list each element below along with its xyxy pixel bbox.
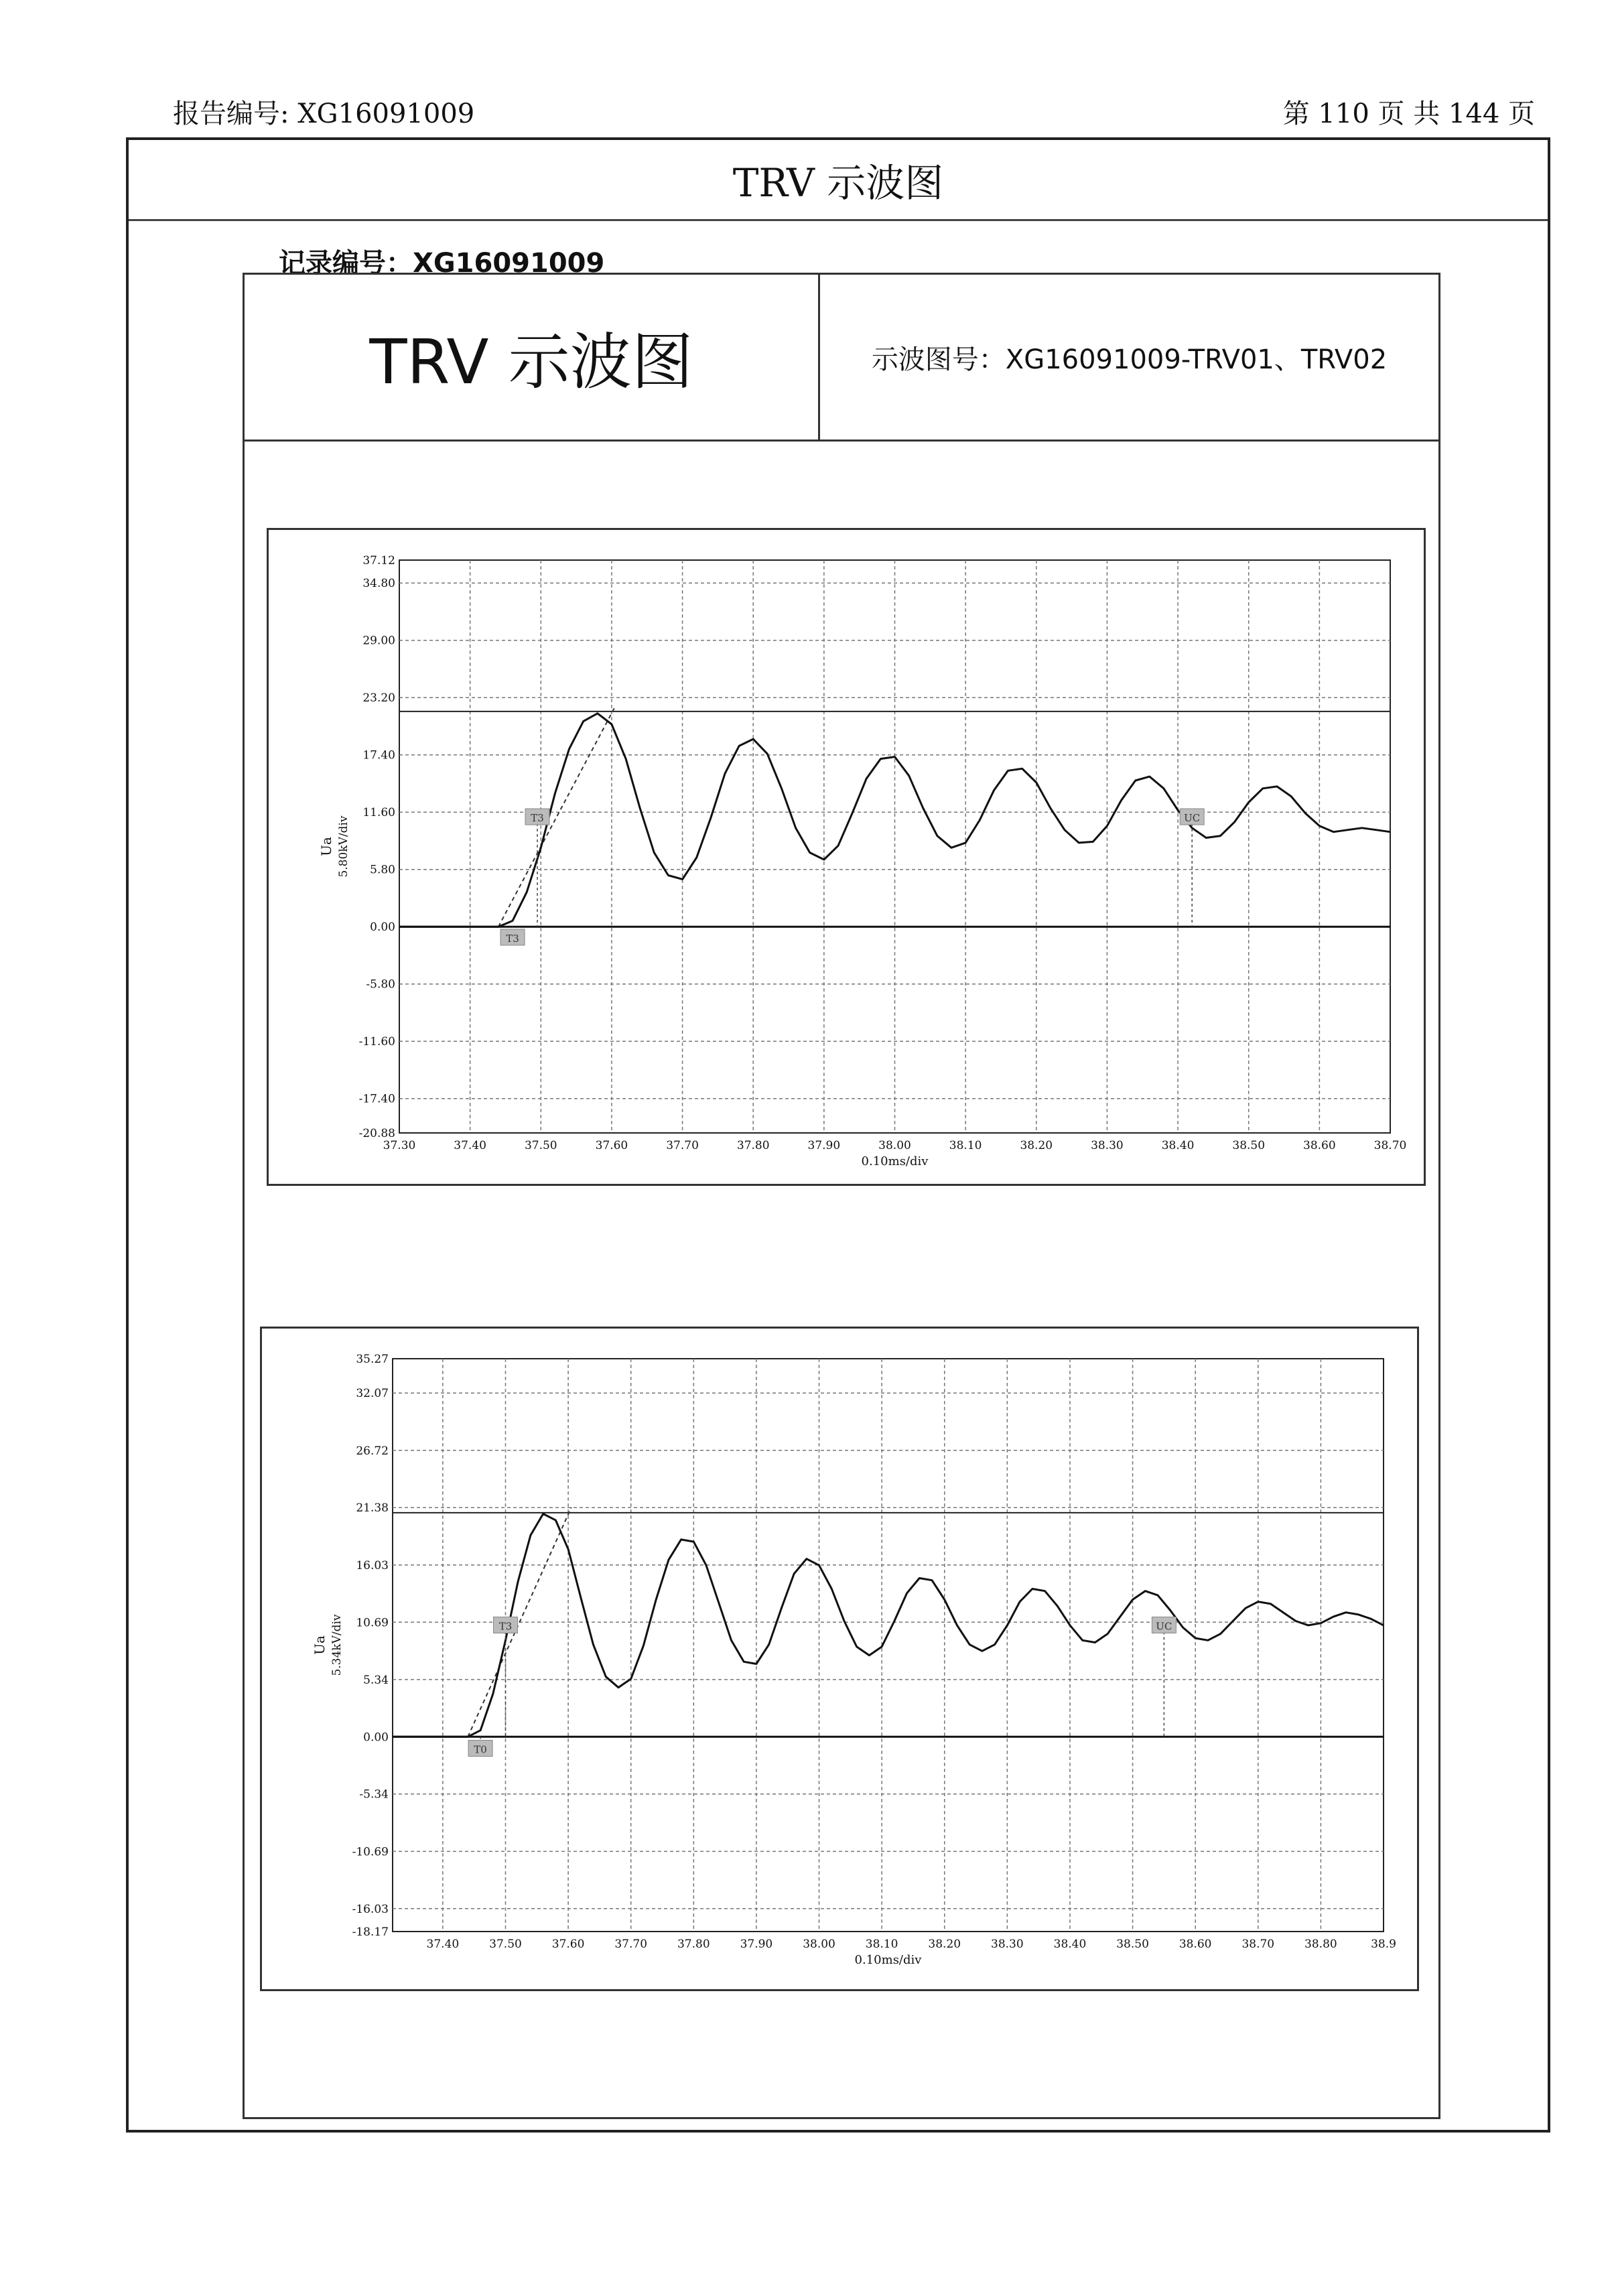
x-tick-label: 37.30 bbox=[383, 1139, 416, 1152]
x-tick-label: 37.40 bbox=[454, 1139, 486, 1152]
x-tick-label: 37.90 bbox=[807, 1139, 841, 1152]
x-tick-label: 38.40 bbox=[1053, 1938, 1087, 1951]
y-tick-label: 16.03 bbox=[356, 1558, 389, 1572]
marker-label: T3 bbox=[531, 812, 544, 825]
oscillogram-chart-1 bbox=[267, 528, 1426, 1186]
x-tick-label: 38.70 bbox=[1241, 1938, 1275, 1951]
y-axis-scale-label: 5.34kV/div bbox=[330, 1614, 344, 1676]
chart-2-svg bbox=[262, 1329, 1417, 1989]
y-tick-label: -17.40 bbox=[358, 1092, 395, 1106]
y-tick-label: 37.12 bbox=[362, 554, 395, 567]
y-tick-label: 23.20 bbox=[362, 691, 395, 705]
x-tick-label: 38.20 bbox=[1020, 1139, 1053, 1152]
y-tick-label: -18.17 bbox=[352, 1926, 389, 1939]
y-tick-label: -10.69 bbox=[352, 1845, 389, 1859]
y-tick-label: 35.27 bbox=[356, 1353, 389, 1366]
x-axis-label: 0.10ms/div bbox=[854, 1953, 922, 1967]
y-axis-scale-label: 5.80kV/div bbox=[337, 815, 350, 878]
y-tick-label: 34.80 bbox=[362, 577, 395, 591]
y-tick-label: 5.34 bbox=[363, 1673, 389, 1687]
x-tick-label: 37.70 bbox=[614, 1938, 648, 1951]
x-tick-label: 38.60 bbox=[1179, 1938, 1212, 1951]
x-tick-label: 38.30 bbox=[991, 1938, 1024, 1951]
x-tick-label: 37.80 bbox=[736, 1139, 770, 1152]
sheet-header bbox=[245, 275, 1438, 442]
waveform-line bbox=[393, 1514, 1384, 1737]
tangent-line bbox=[498, 706, 615, 927]
marker-label: UC bbox=[1156, 1620, 1172, 1633]
y-tick-label: 5.80 bbox=[370, 863, 395, 877]
x-tick-label: 37.60 bbox=[551, 1938, 585, 1951]
chart-1-svg bbox=[269, 530, 1424, 1184]
x-tick-label: 38.10 bbox=[949, 1139, 982, 1152]
y-tick-label: 17.40 bbox=[362, 748, 395, 762]
x-tick-label: 38.50 bbox=[1232, 1139, 1266, 1152]
x-tick-label: 37.90 bbox=[740, 1938, 773, 1951]
y-tick-label: -5.34 bbox=[359, 1787, 389, 1802]
record-number: 记录编号：XG16091009 bbox=[279, 248, 605, 279]
y-tick-label: 21.38 bbox=[356, 1501, 389, 1515]
x-tick-label: 38.9 bbox=[1371, 1938, 1396, 1951]
x-tick-label: 37.50 bbox=[489, 1938, 522, 1951]
y-tick-label: -11.60 bbox=[358, 1035, 395, 1049]
x-tick-label: 38.80 bbox=[1304, 1938, 1337, 1951]
y-tick-label: 0.00 bbox=[363, 1731, 389, 1745]
x-tick-label: 37.80 bbox=[677, 1938, 710, 1951]
report-number: 报告编号: XG16091009 bbox=[173, 98, 475, 129]
x-tick-label: 38.50 bbox=[1116, 1938, 1149, 1951]
plot-area bbox=[393, 1359, 1384, 1932]
y-axis-label: Ua bbox=[312, 1635, 328, 1655]
page-number: 第 110 页 共 144 页 bbox=[1282, 98, 1535, 129]
oscillogram-chart-2 bbox=[260, 1327, 1419, 1991]
y-tick-label: -16.03 bbox=[352, 1902, 389, 1916]
y-tick-label: -20.88 bbox=[358, 1127, 395, 1140]
x-tick-label: 38.40 bbox=[1161, 1139, 1195, 1152]
marker-label: T0 bbox=[474, 1743, 487, 1756]
y-axis-label: Ua bbox=[318, 837, 334, 856]
x-tick-label: 38.30 bbox=[1091, 1139, 1124, 1152]
y-tick-label: -5.80 bbox=[366, 977, 395, 992]
x-tick-label: 38.20 bbox=[928, 1938, 961, 1951]
x-tick-label: 37.70 bbox=[666, 1139, 699, 1152]
marker-label: UC bbox=[1184, 812, 1201, 825]
y-tick-label: 10.69 bbox=[356, 1616, 389, 1630]
x-tick-label: 38.60 bbox=[1303, 1139, 1336, 1152]
x-tick-label: 38.00 bbox=[803, 1938, 835, 1951]
y-tick-label: 26.72 bbox=[356, 1444, 389, 1458]
y-tick-label: 32.07 bbox=[356, 1387, 389, 1401]
y-tick-label: 0.00 bbox=[370, 921, 395, 935]
x-tick-label: 37.50 bbox=[524, 1139, 557, 1152]
marker-label: T3 bbox=[498, 1620, 513, 1633]
x-tick-label: 37.40 bbox=[426, 1938, 460, 1951]
x-tick-label: 38.10 bbox=[865, 1938, 898, 1951]
x-axis-label: 0.10ms/div bbox=[861, 1154, 929, 1168]
sheet-title: TRV 示波图 bbox=[245, 275, 820, 440]
wave-code: 示波图号：XG16091009-TRV01、TRV02 bbox=[871, 344, 1388, 375]
x-tick-label: 37.60 bbox=[595, 1139, 628, 1152]
x-tick-label: 38.70 bbox=[1373, 1139, 1407, 1152]
marker-label: T3 bbox=[506, 932, 519, 945]
x-tick-label: 38.00 bbox=[878, 1139, 911, 1152]
y-tick-label: 29.00 bbox=[362, 634, 395, 648]
y-tick-label: 11.60 bbox=[362, 806, 395, 820]
page-title: TRV 示波图 bbox=[129, 140, 1548, 221]
